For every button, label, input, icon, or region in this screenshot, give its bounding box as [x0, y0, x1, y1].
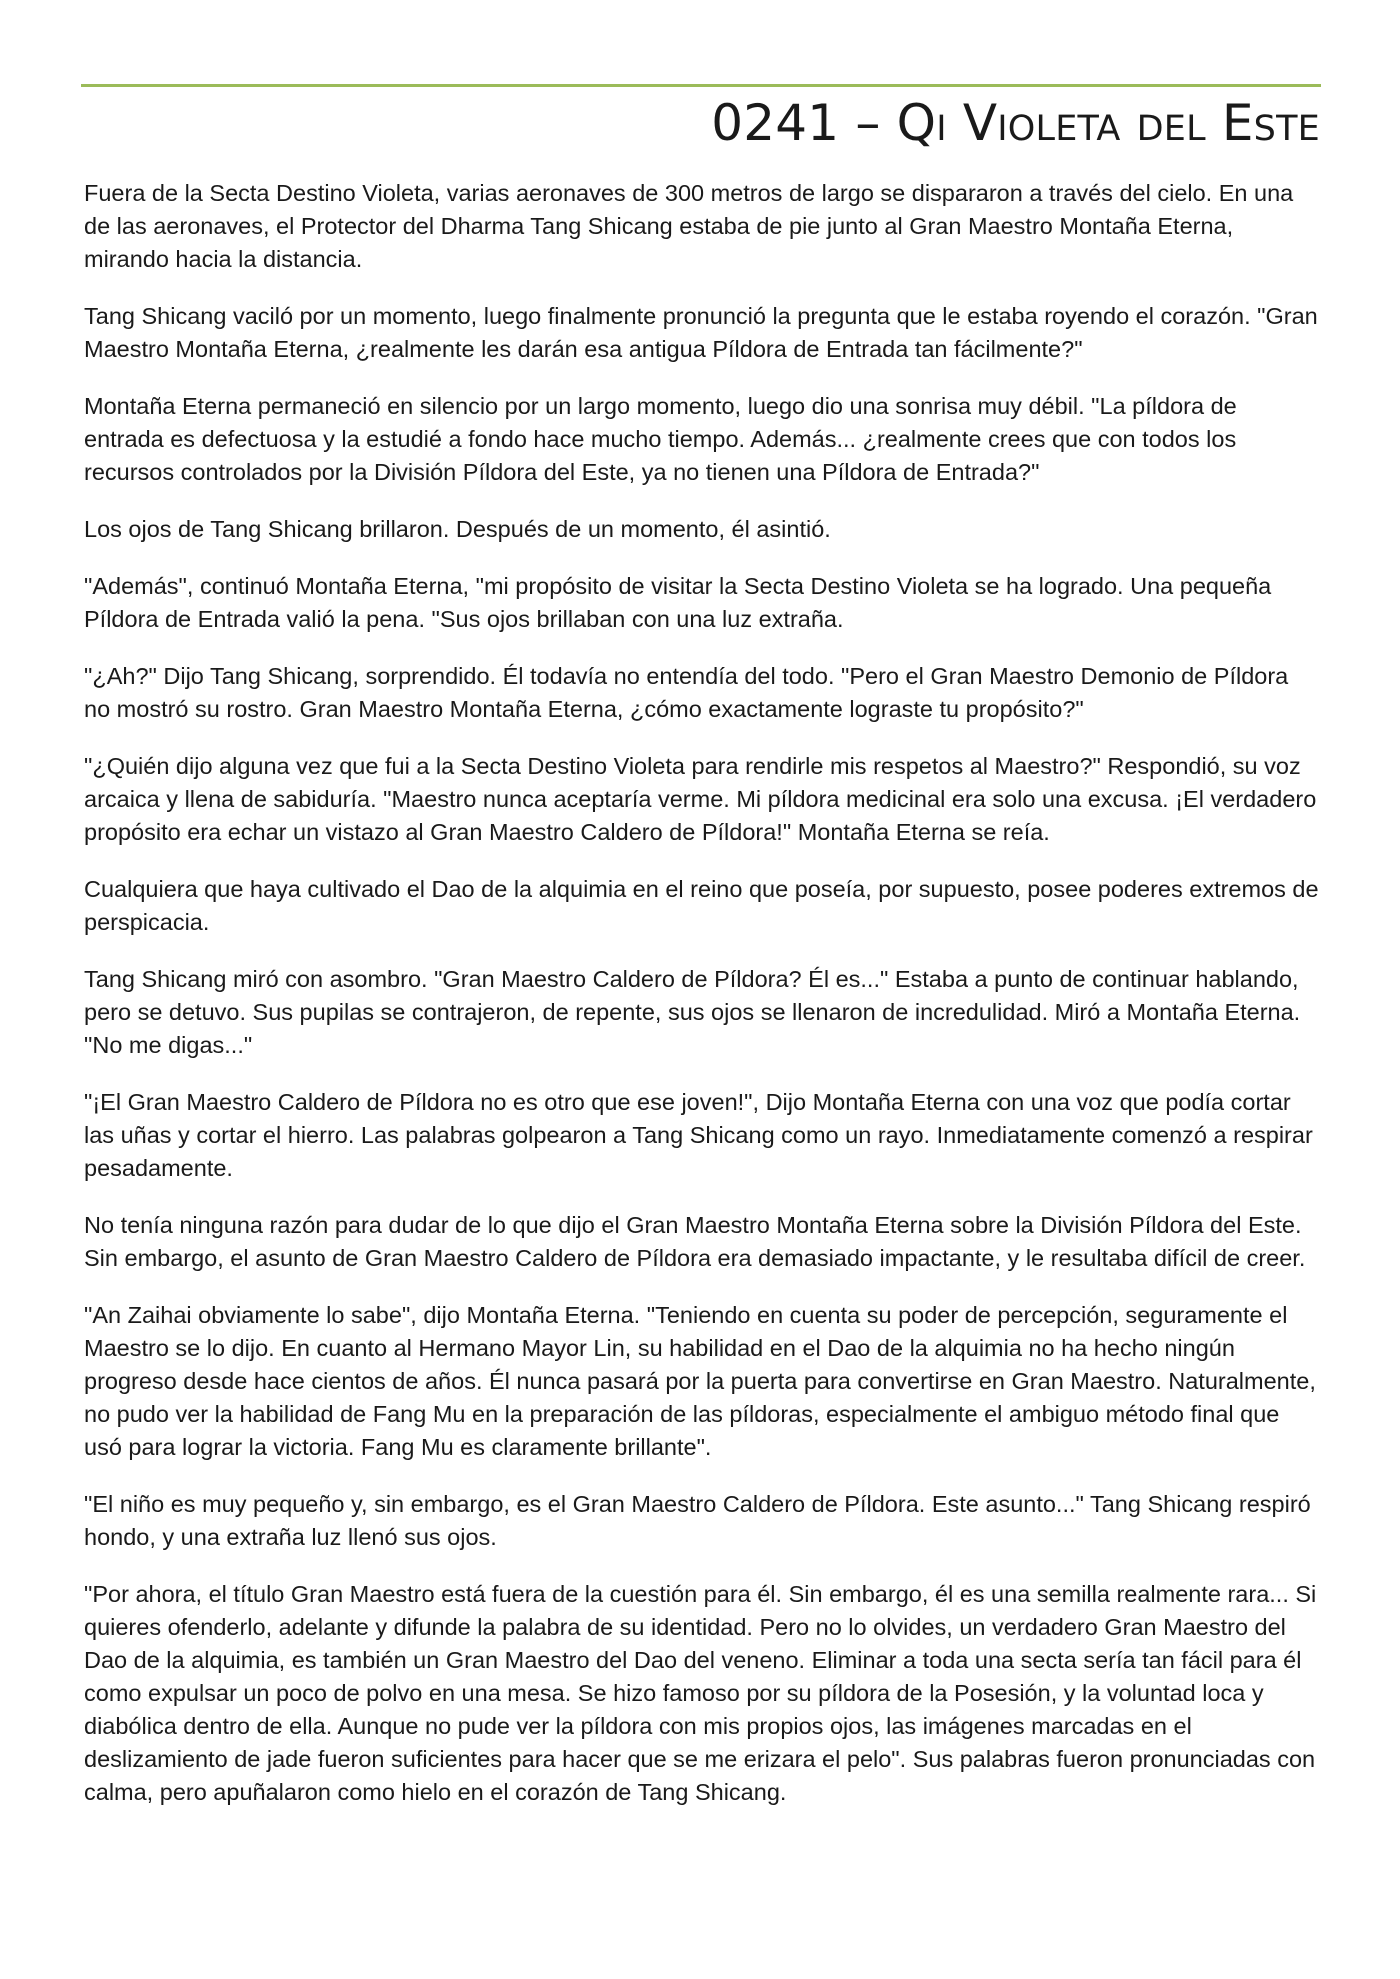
paragraph-8: Cualquiera que haya cultivado el Dao de la alquimia en el reino que poseía, por supuesto, posee poderes extremos de perspicacia. — [84, 876, 1319, 935]
chapter-title: 0241 – Qi Violeta del Este — [711, 94, 1320, 152]
paragraph-6: "¿Ah?" Dijo Tang Shicang, sorprendido. Él todavía no entendía del todo. "Pero el Gran Maestro Demonio de Píldora no mostró su rostro. Gran Maestro Montaña Eterna, ¿cómo exactamente lograste tu propósito?" — [84, 663, 1289, 722]
paragraph-7: "¿Quién dijo alguna vez que fui a la Secta Destino Violeta para rendirle mis respetos al Maestro?" Respondió, su voz arcaica y llena de sabiduría. "Maestro nunca aceptaría verme. Mi píldora medicinal era solo una excusa. ¡El verdadero propósito era echar un vistazo al Gran Maestro Caldero de Píldora!" Montaña Eterna se reía. — [84, 753, 1317, 845]
paragraph-3: Montaña Eterna permaneció en silencio por un largo momento, luego dio una sonrisa muy débil. "La píldora de entrada es defectuosa y la estudié a fondo hace mucho tiempo. Además... ¿realmente crees que con todos los recursos controlados por la División Píldora del Este, ya no tienen una Píldora de Entrada?" — [84, 393, 1237, 485]
paragraph-11: No tenía ninguna razón para dudar de lo que dijo el Gran Maestro Montaña Eterna sobre la División Píldora del Este. Sin embargo, el asunto de Gran Maestro Caldero de Píldora era demasiado impactante, y le resultaba difícil de creer. — [84, 1212, 1306, 1271]
paragraph-13: "El niño es muy pequeño y, sin embargo, es el Gran Maestro Caldero de Píldora. Este asunto..." Tang Shicang respiró hondo, y una extraña luz llenó sus ojos. — [84, 1491, 1311, 1550]
paragraph-10: "¡El Gran Maestro Caldero de Píldora no es otro que ese joven!", Dijo Montaña Eterna con una voz que podía cortar las uñas y cortar el hierro. Las palabras golpearon a Tang Shicang como un rayo. Inmediatamente comenzó a respirar pesadamente. — [84, 1089, 1313, 1181]
paragraph-5: "Además", continuó Montaña Eterna, "mi propósito de visitar la Secta Destino Violeta se ha logrado. Una pequeña Píldora de Entrada valió la pena. "Sus ojos brillaban con una luz extraña. — [84, 573, 1272, 632]
paragraph-1: Fuera de la Secta Destino Violeta, varias aeronaves de 300 metros de largo se dispararon a través del cielo. En una de las aeronaves, el Protector del Dharma Tang Shicang estaba de pie junto al Gran Maestro Montaña Eterna, mirando hacia la distancia. — [84, 180, 1294, 272]
chapter-body — [84, 177, 1320, 1833]
paragraph-14: "Por ahora, el título Gran Maestro está fuera de la cuestión para él. Sin embargo, él es una semilla realmente rara... Si quieres ofenderlo, adelante y difunde la palabra de su identidad. Pero no lo olvides, un verdadero Gran Maestro del Dao de la alquimia, es también un Gran Maestro del Dao del veneno. Eliminar a toda una secta sería tan fácil para él como expulsar un poco de polvo en una mesa. Se hizo famoso por su píldora de la Posesión, y la voluntad loca y diabólica dentro de ella. Aunque no pude ver la píldora con mis propios ojos, las imágenes marcadas en el deslizamiento de jade fueron suficientes para hacer que se me erizara el pelo". Sus palabras fueron pronunciadas con calma, pero apuñalaron como hielo en el corazón de Tang Shicang. — [84, 1581, 1317, 1805]
paragraph-12: "An Zaihai obviamente lo sabe", dijo Montaña Eterna. "Teniendo en cuenta su poder de percepción, seguramente el Maestro se lo dijo. En cuanto al Hermano Mayor Lin, su habilidad en el Dao de la alquimia no ha hecho ningún progreso desde hace cientos de años. Él nunca pasará por la puerta para convertirse en Gran Maestro. Naturalmente, no pudo ver la habilidad de Fang Mu en la preparación de las píldoras, especialmente el ambiguo método final que usó para lograr la victoria. Fang Mu es claramente brillante". — [84, 1302, 1316, 1460]
header-rule — [81, 84, 1321, 87]
paragraph-4: Los ojos de Tang Shicang brillaron. Después de un momento, él asintió. — [84, 516, 831, 542]
paragraph-2: Tang Shicang vaciló por un momento, luego finalmente pronunció la pregunta que le estaba royendo el corazón. "Gran Maestro Montaña Eterna, ¿realmente les darán esa antigua Píldora de Entrada tan fácilmente?" — [84, 303, 1318, 362]
paragraph-9: Tang Shicang miró con asombro. "Gran Maestro Caldero de Píldora? Él es..." Estaba a punto de continuar hablando, pero se detuvo. Sus pupilas se contrajeron, de repente, sus ojos se llenaron de incredulidad. Miró a Montaña Eterna. "No me digas..." — [84, 966, 1301, 1058]
